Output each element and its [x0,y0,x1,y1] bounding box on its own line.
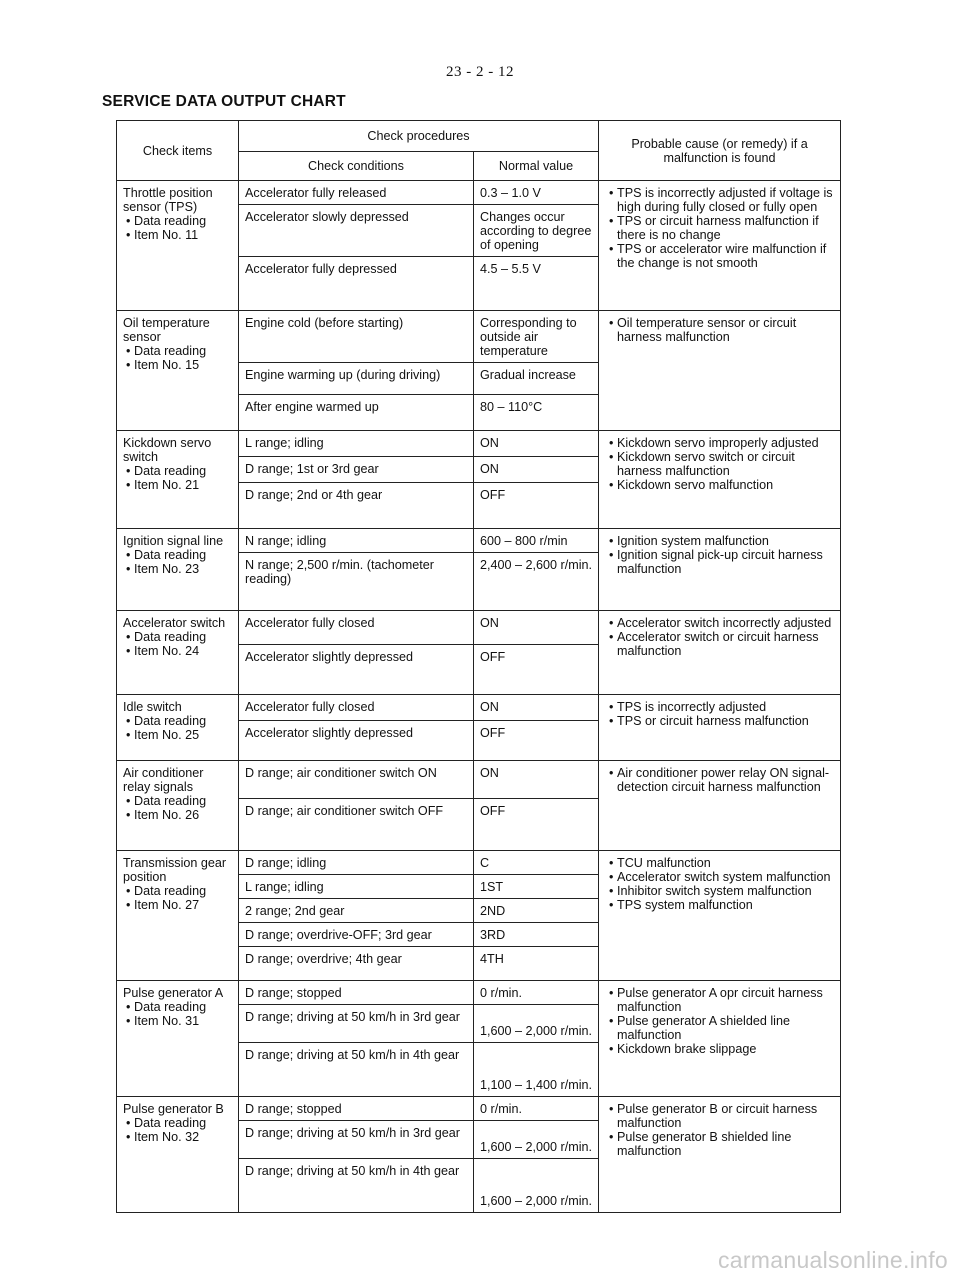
normal-value: ON [474,695,599,721]
check-condition: 2 range; 2nd gear [239,899,474,923]
check-item-name: Transmission gear position [123,856,227,884]
probable-cause-item: • Ignition system malfunction [605,534,834,548]
check-item-detail: • Item No. 23 [123,562,232,576]
check-condition: D range; 1st or 3rd gear [239,457,474,483]
normal-value: Corresponding to outside air temperature [474,311,599,363]
check-condition: Accelerator fully released [239,181,474,205]
probable-cause-list [605,1102,834,1158]
check-item-detail: • Item No. 11 [123,228,232,242]
check-condition: L range; idling [239,875,474,899]
check-item-detail: • Data reading [123,630,232,644]
probable-cause-list [605,986,834,1056]
check-condition: Accelerator fully depressed [239,257,474,311]
check-item-detail: • Item No. 25 [123,728,232,742]
probable-cause-list [605,186,834,270]
watermark-text: carmanualsonline.info [717,1247,948,1273]
normal-value: ON [474,761,599,799]
check-condition: Accelerator slightly depressed [239,645,474,695]
check-condition: Engine warming up (during driving) [239,363,474,395]
check-condition: Accelerator fully closed [239,695,474,721]
normal-value: OFF [474,645,599,695]
normal-value: ON [474,457,599,483]
check-item-detail: • Data reading [123,214,232,228]
check-item-detail: • Item No. 21 [123,478,232,492]
normal-value: Changes occur according to degree of opening [474,205,599,257]
check-item-details [123,344,232,372]
check-item-detail: • Data reading [123,1000,232,1014]
check-item-cell [117,695,239,761]
probable-cause-item: • Kickdown brake slippage [605,1042,834,1056]
check-condition: Accelerator fully closed [239,611,474,645]
probable-cause-item: • TPS or circuit harness malfunction [605,714,834,728]
check-item-name: Air conditioner relay signals [123,766,204,794]
check-condition: D range; driving at 50 km/h in 4th gear [239,1159,474,1213]
normal-value: 2,400 – 2,600 r/min. [474,553,599,611]
check-condition: D range; air conditioner switch OFF [239,799,474,851]
probable-cause-list [605,766,834,794]
probable-cause-item: • Oil temperature sensor or circuit harness malfunction [605,316,834,344]
check-item-name: Accelerator switch [123,616,226,630]
probable-cause-item: • Accelerator switch or circuit harness malfunction [605,630,834,658]
check-condition: D range; air conditioner switch ON [239,761,474,799]
check-condition: D range; overdrive; 4th gear [239,947,474,981]
check-item-name: Throttle position sensor (TPS) [123,186,213,214]
probable-cause-cell [599,761,841,851]
service-data-table [116,120,841,1213]
check-condition: D range; driving at 50 km/h in 3rd gear [239,1005,474,1043]
probable-cause-list [605,700,834,728]
probable-cause-cell [599,981,841,1097]
check-item-details [123,214,232,242]
probable-cause-list [605,316,834,344]
check-item-detail: • Item No. 32 [123,1130,232,1144]
header-normal-value: Normal value [474,152,599,181]
normal-value: 600 – 800 r/min [474,529,599,553]
table-row [117,761,841,799]
check-condition: D range; overdrive-OFF; 3rd gear [239,923,474,947]
probable-cause-list [605,856,834,912]
probable-cause-item: • Kickdown servo malfunction [605,478,834,492]
check-item-details [123,884,232,912]
check-item-name: Kickdown servo switch [123,436,212,464]
header-check-conditions: Check conditions [239,152,474,181]
normal-value: OFF [474,483,599,529]
check-item-details [123,464,232,492]
table-row [117,981,841,1005]
probable-cause-item: • TPS system malfunction [605,898,834,912]
normal-value: 1,100 – 1,400 r/min. [474,1043,599,1097]
chart-title: SERVICE DATA OUTPUT CHART [102,93,346,110]
normal-value: OFF [474,799,599,851]
table-row [117,431,841,457]
check-item-cell [117,851,239,981]
check-item-detail: • Item No. 15 [123,358,232,372]
probable-cause-cell [599,695,841,761]
check-item-detail: • Item No. 31 [123,1014,232,1028]
probable-cause-item: • TPS or circuit harness malfunction if there is no change [605,214,834,242]
header-probable-cause: Probable cause (or remedy) if a malfunction is found [599,121,841,181]
probable-cause-item: • TPS or accelerator wire malfunction if the change is not smooth [605,242,834,270]
probable-cause-item: • Pulse generator B or circuit harness malfunction [605,1102,834,1130]
probable-cause-cell [599,851,841,981]
normal-value: 0 r/min. [474,1097,599,1121]
normal-value: 1,600 – 2,000 r/min. [474,1159,599,1213]
check-item-cell [117,981,239,1097]
check-item-name: Ignition signal line [123,534,224,548]
check-condition: N range; 2,500 r/min. (tachometer reading) [239,553,474,611]
probable-cause-list [605,436,834,492]
probable-cause-cell [599,1097,841,1213]
check-item-detail: • Item No. 26 [123,808,232,822]
check-item-detail: • Item No. 24 [123,644,232,658]
check-item-detail: • Item No. 27 [123,898,232,912]
probable-cause-item: • Accelerator switch system malfunction [605,870,834,884]
probable-cause-item: • TPS is incorrectly adjusted [605,700,834,714]
probable-cause-item: • Pulse generator A shielded line malfunction [605,1014,834,1042]
probable-cause-cell [599,181,841,311]
page-number: 23 - 2 - 12 [446,64,514,80]
table-row [117,851,841,875]
probable-cause-cell [599,529,841,611]
check-item-cell [117,761,239,851]
table-row [117,695,841,721]
table-row [117,611,841,645]
normal-value: ON [474,431,599,457]
check-condition: Accelerator slightly depressed [239,721,474,761]
check-item-details [123,548,232,576]
check-condition: N range; idling [239,529,474,553]
normal-value: 1ST [474,875,599,899]
probable-cause-item: • Kickdown servo switch or circuit harness malfunction [605,450,834,478]
normal-value: ON [474,611,599,645]
header-check-procedures: Check procedures [239,121,599,152]
check-item-name: Idle switch [123,700,182,714]
check-item-detail: • Data reading [123,1116,232,1130]
check-item-name: Pulse generator B [123,1102,224,1116]
probable-cause-item: • Ignition signal pick-up circuit harness malfunction [605,548,834,576]
check-item-details [123,1116,232,1144]
probable-cause-cell [599,431,841,529]
probable-cause-list [605,534,834,576]
header-check-items: Check items [117,121,239,181]
check-item-details [123,714,232,742]
normal-value: 4.5 – 5.5 V [474,257,599,311]
probable-cause-item: • Pulse generator A opr circuit harness malfunction [605,986,834,1014]
check-condition: D range; driving at 50 km/h in 4th gear [239,1043,474,1097]
check-item-cell [117,1097,239,1213]
check-item-cell [117,529,239,611]
check-condition: After engine warmed up [239,395,474,431]
normal-value: 4TH [474,947,599,981]
normal-value: 2ND [474,899,599,923]
probable-cause-item: • Air conditioner power relay ON signal-detection circuit harness malfunction [605,766,834,794]
table-row [117,1097,841,1121]
check-item-cell [117,181,239,311]
check-item-cell [117,311,239,431]
check-item-detail: • Data reading [123,794,232,808]
normal-value: OFF [474,721,599,761]
check-item-detail: • Data reading [123,548,232,562]
normal-value: 1,600 – 2,000 r/min. [474,1121,599,1159]
check-item-cell [117,611,239,695]
probable-cause-item: • Kickdown servo improperly adjusted [605,436,834,450]
check-condition: Engine cold (before starting) [239,311,474,363]
normal-value: Gradual increase [474,363,599,395]
check-condition: D range; driving at 50 km/h in 3rd gear [239,1121,474,1159]
normal-value: C [474,851,599,875]
probable-cause-item: • Inhibitor switch system malfunction [605,884,834,898]
check-item-details [123,630,232,658]
check-condition: D range; 2nd or 4th gear [239,483,474,529]
table-row [117,181,841,205]
probable-cause-item: • TCU malfunction [605,856,834,870]
normal-value: 3RD [474,923,599,947]
check-item-detail: • Data reading [123,884,232,898]
check-item-details [123,1000,232,1028]
table-body [117,181,841,1213]
normal-value: 1,600 – 2,000 r/min. [474,1005,599,1043]
check-item-name: Oil temperature sensor [123,316,210,344]
probable-cause-cell [599,611,841,695]
probable-cause-cell [599,311,841,431]
check-item-details [123,794,232,822]
probable-cause-item: • Accelerator switch incorrectly adjusted [605,616,834,630]
check-item-detail: • Data reading [123,344,232,358]
normal-value: 0 r/min. [474,981,599,1005]
check-item-detail: • Data reading [123,464,232,478]
probable-cause-item: • Pulse generator B shielded line malfunction [605,1130,834,1158]
probable-cause-list [605,616,834,658]
check-item-cell [117,431,239,529]
normal-value: 80 – 110°C [474,395,599,431]
check-condition: D range; stopped [239,981,474,1005]
check-item-detail: • Data reading [123,714,232,728]
check-item-name: Pulse generator A [123,986,224,1000]
check-condition: D range; idling [239,851,474,875]
table-row [117,529,841,553]
check-condition: Accelerator slowly depressed [239,205,474,257]
probable-cause-item: • TPS is incorrectly adjusted if voltage is high during fully closed or fully open [605,186,834,214]
table-row [117,311,841,363]
normal-value: 0.3 – 1.0 V [474,181,599,205]
table-header [117,121,841,181]
check-condition: L range; idling [239,431,474,457]
check-condition: D range; stopped [239,1097,474,1121]
